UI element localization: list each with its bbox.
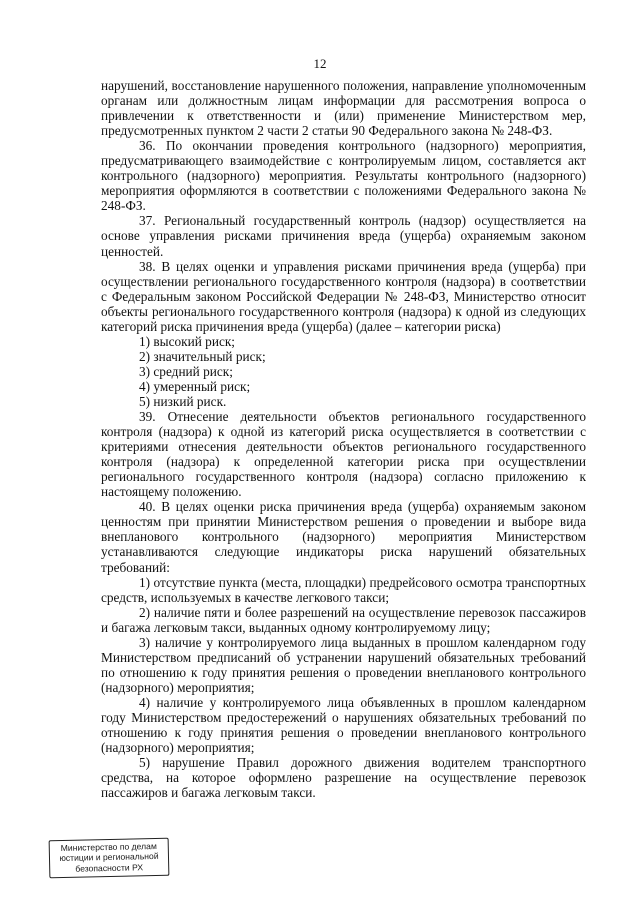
paragraph-38: 38. В целях оценки и управления рисками причинения вреда (ущерба) при осуществлении регионального государственного контроля (надзора) в соответствии с Федеральным законом Российской Федерации № 248-ФЗ, Министерство относит объекты регионального государственного контроля (надзора) к одной из следующих категорий риска причинения вреда (ущерба) (далее – категории риска)	[101, 258, 586, 334]
risk-indicator-item: 5) нарушение Правил дорожного движения водителем транспортного средства, на которое оформлено разрешение на осуществление перевозок пассажиров и багажа легковым такси.	[101, 755, 586, 801]
risk-category-item: 5) низкий риск.	[139, 393, 227, 409]
risk-category-item: 4) умеренный риск;	[139, 378, 251, 394]
paragraph-39: 39. Отнесение деятельности объектов регионального государственного контроля (надзора) к одной из категорий риска осуществляется в соответствии с критериями отнесения деятельности объектов регионального государственного контроля (надзора) к определенной категории риска при осуществлении регионального государственного контроля (надзора) согласно приложению к настоящему положению.	[101, 409, 586, 500]
risk-category-item: 2) значительный риск;	[139, 348, 266, 364]
risk-indicator-item: 3) наличие у контролируемого лица выданных в прошлом календарном году Министерством предписаний об устранении нарушений обязательных требований по отношению к году принятия решения о проведении внепланового контрольного (надзорного) мероприятия;	[101, 634, 586, 695]
stamp-line: Министерство по делам	[60, 840, 157, 854]
paragraph-37: 37. Региональный государственный контроль (надзор) осуществляется на основе управления рисками причинения вреда (ущерба) охраняемым законом ценностей.	[101, 213, 586, 259]
risk-category-item: 1) высокий риск;	[139, 333, 235, 349]
stamp-line: безопасности РХ	[75, 862, 144, 874]
paragraph-36: 36. По окончании проведения контрольного (надзорного) мероприятия, предусматривающего взаимодействие с контролируемым лицом, составляется акт контрольного (надзорного) мероприятия. Результаты контрольного (надзорного) мероприятия оформляются в соответствии с положениями Федерального закона № 248-ФЗ.	[101, 138, 586, 214]
risk-indicator-item: 2) наличие пяти и более разрешений на осуществление перевозок пассажиров и багажа легковым такси, выданных одному контролируемому лицу;	[101, 604, 586, 635]
paragraph-continuation: нарушений, восстановление нарушенного положения, направление уполномоченным органам или должностным лицам информации для рассмотрения вопроса о привлечении к ответственности и (или) применение Министерством мер, предусмотренных пунктом 2 части 2 статьи 90 Федерального закона № 248-ФЗ.	[101, 78, 586, 139]
stamp-line: юстиции и региональной	[59, 851, 159, 864]
risk-indicator-item: 4) наличие у контролируемого лица объявленных в прошлом календарном году Министерством предостережений о нарушениях обязательных требований по отношению к году принятия решения о проведении внепланового контрольного (надзорного) мероприятия;	[101, 694, 586, 756]
risk-indicator-item: 1) отсутствие пункта (места, площадки) предрейсового осмотра транспортных средств, используемых в качестве легкового такси;	[101, 574, 586, 605]
paragraph-40: 40. В целях оценки риска причинения вреда (ущерба) охраняемым законом ценностям при принятии Министерством решения о проведении и выборе вида внепланового контрольного (надзорного) мероприятия Министерством устанавливаются следующие индикаторы риска нарушений обязательных требований:	[101, 499, 586, 575]
ministry-stamp	[49, 838, 170, 879]
document-body	[101, 78, 586, 800]
risk-category-item: 3) средний риск;	[139, 363, 233, 379]
page-number: 12	[313, 56, 327, 71]
